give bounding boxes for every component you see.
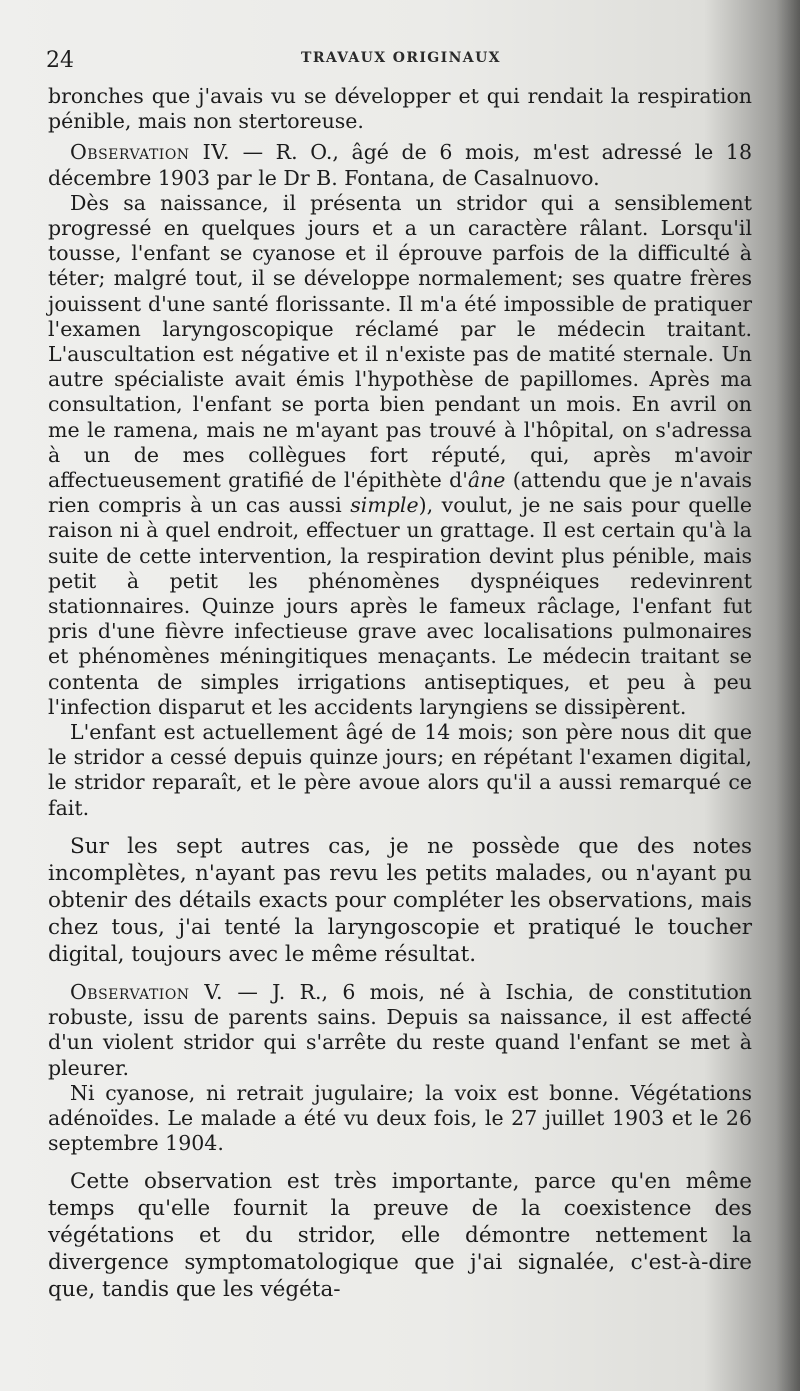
text-run: ), voulut, je ne sais pour quelle raison ni à quel endroit, effectuer un grattage. Il est certain qu'à la suite de cette intervention, la respiration devint plus pénible, mais petit à petit les phénomènes dyspnéiques redevinrent stationnaires. Quinze jours après le fameux râclage, l'enfant fut pris d'une fièvre infectieuse grave avec localisations pulmonaires et phénomènes méningitiques menaçants. Le médecin traitant se contenta de simples irrigations antiseptiques, et peu à peu l'infection disparut et les accidents laryngiens se dissipèrent. (48, 493, 752, 719)
observation-5-header (48, 980, 752, 1081)
page-header (46, 44, 756, 76)
observation-label: Observation V. (70, 979, 224, 1004)
italic-term: âne (467, 468, 506, 493)
paragraph-other-cases: Sur les sept autres cas, je ne possède que des notes incomplètes, n'ayant pas revu les petits malades, ou n'ayant pu obtenir des détails exacts pour compléter les observations, mais chez tous, j'ai tenté la laryngoscopie et pratiqué le toucher digital, toujours avec le même résultat. (48, 833, 752, 967)
observation-intro: — R. O., âgé de 6 mois, m'est adressé le 18 décembre 1903 par le Dr B. Fontana, de Casalnuovo. (48, 140, 752, 190)
text-run: (attendu que je n'avais rien compris à un cas aussi (48, 468, 753, 518)
running-title: TRAVAUX ORIGINAUX (301, 50, 501, 66)
body-text (48, 84, 752, 1303)
text-run: Dès sa naissance, il présenta un stridor qui a sensiblement progressé en quelques jours et a un caractère râlant. Lorsqu'il tousse, l'enfant se cyanose et il éprouve parfois de la difficulté à téter; malgré tout, il se développe normalement; ses quatre frères jouissent d'une santé florissante. Il m'a été impossible de pratiquer l'examen laryngoscopique réclamé par le médecin traitant. L'auscultation est négative et il n'existe pas de matité sternale. Un autre spécialiste avait émis l'hypothèse de papillomes. Après ma consultation, l'enfant se porta bien pendant un mois. En avril on me le ramena, mais ne m'ayant pas trouvé à l'hôpital, on s'adressa à un de mes collègues fort réputé, qui, après m'avoir affectueusement gratifié de l'épithète d' (48, 190, 752, 493)
observation-5-body: Ni cyanose, ni retrait jugulaire; la voix est bonne. Végétations adénoïdes. Le malade a été vu deux fois, le 27 juillet 1903 et le 26 septembre 1904. (48, 1080, 752, 1156)
page-number: 24 (46, 48, 74, 73)
paragraph-conclusion: Cette observation est très importante, parce qu'en même temps qu'elle fournit la preuve de la coexistence des végétations et du stridor, elle démontre nettement la divergence symptomatologique que j'ai signalée, c'est-à-dire que, tandis que les végéta- (48, 1169, 752, 1303)
italic-term: simple (350, 493, 419, 518)
observation-intro: — J. R., 6 mois, né à Ischia, de constitution robuste, issu de parents sains. Depuis sa naissance, il est affecté d'un violent stridor qui s'arrête du reste quand l'enfant se met à pleurer. (48, 979, 752, 1080)
paragraph-continuation: bronches que j'avais vu se développer et qui rendait la respiration pénible, mais non stertoreuse. (48, 84, 752, 134)
observation-4-body (48, 191, 752, 720)
observation-4-header (48, 140, 752, 190)
observation-4-followup: L'enfant est actuellement âgé de 14 mois; son père nous dit que le stridor a cessé depuis quinze jours; en répétant l'examen digital, le stridor reparaît, et le père avoue alors qu'il a aussi remarqué ce fait. (48, 720, 752, 820)
observation-label: Observation IV. (70, 140, 230, 165)
